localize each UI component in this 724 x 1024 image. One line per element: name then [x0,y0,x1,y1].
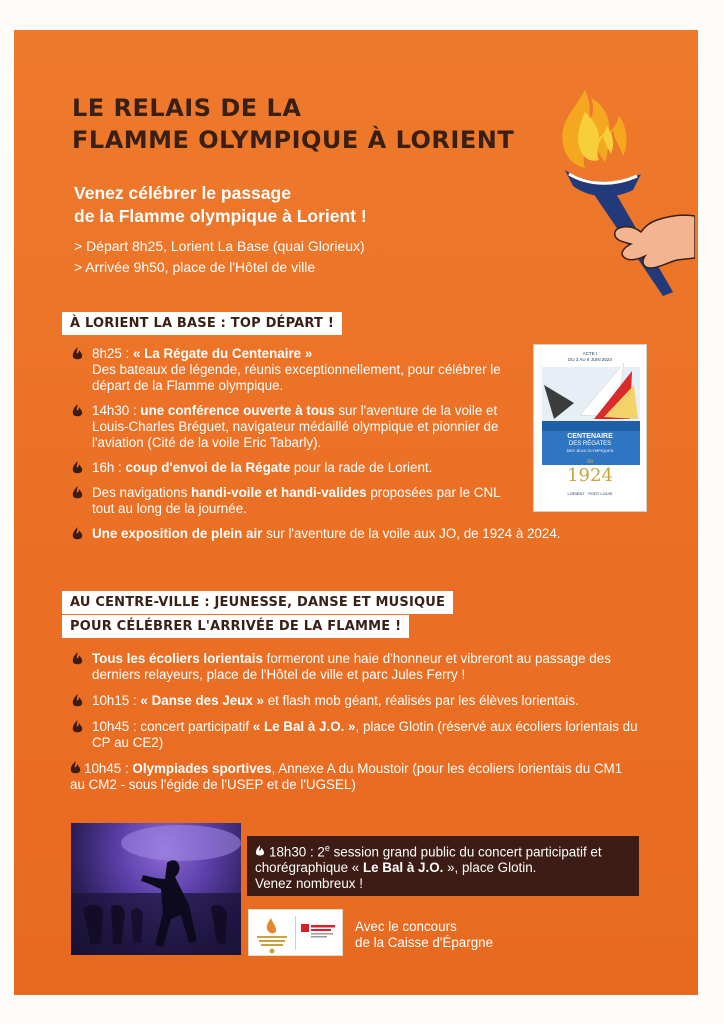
item-highlight: handi-voile et handi-valides [191,485,367,500]
poster-de: de [586,459,594,465]
route-info [74,236,365,278]
lead-text [74,182,534,228]
item-text: , place Glotin (réservé aux écoliers lorientais du CP au CE2) [92,719,638,750]
section-label-centre-ville-2: POUR CÉLÉBRER L'ARRIVÉE DE LA FLAMME ! [62,615,409,638]
item-text: , Annexe A du Moustoir (pour les écoliers lorientais du CM1 au CM2 - sous l'égide de l'USEP et de l'UGSEL) [70,761,623,792]
flame-icon [70,761,81,775]
title-line-1: LE RELAIS DE LA [72,94,302,122]
flame-icon [72,694,83,708]
dance-concert-photo [71,823,241,955]
sponsor-line-1: Avec le concours [355,919,457,934]
departure-info: > Départ 8h25, Lorient La Base (quai Glorieux) [74,238,365,254]
logo-divider [295,916,296,950]
item-time: 10h15 : [92,693,141,708]
list-item [70,719,640,751]
evening-highlight: Le Bal à J.O. [362,860,444,876]
paris-2024-logo [249,910,295,957]
flame-icon [72,404,83,418]
poster-footer: LORIENT · PORT-LOUIS [567,491,613,496]
flame-icon [72,527,83,541]
item-text: pour la rade de Lorient. [290,460,433,475]
list-item [70,526,650,542]
item-highlight: Olympiades sportives [132,761,272,776]
flame-icon [72,347,83,361]
item-highlight: une conférence ouverte à tous [140,403,335,418]
poster-sailboat-illustration [534,345,648,513]
list-item [70,485,525,517]
item-highlight: Une exposition de plein air [92,526,263,541]
item-time: 10h45 : concert participatif [92,719,253,734]
item-text: Des bateaux de légende, réunis exceptionnellement, pour célébrer le départ de la Flamme olympique. [92,362,501,393]
dancers-silhouette [71,823,241,955]
item-text: et flash mob géant, réalisés par les élèves lorientais. [263,693,579,708]
caisse-epargne-logo [297,910,343,957]
section-label-centre-ville-1: AU CENTRE-VILLE : JEUNESSE, DANSE ET MUSIQUE [62,591,453,614]
title-line-2: FLAMME OLYMPIQUE À LORIENT [72,126,515,154]
partner-logos [248,909,343,956]
list-item [70,460,525,476]
morning-program-list [70,346,561,551]
arrival-info: > Arrivée 9h50, place de l'Hôtel de ville [74,259,316,275]
item-highlight: « Danse des Jeux » [140,693,264,708]
list-item [70,403,525,451]
evening-text-2: », place Glotin. [443,860,537,876]
centre-ville-program-list [70,651,640,803]
poster-act: ACTE I [582,351,598,356]
item-time: Des navigations [92,485,191,500]
flame-icon [72,486,83,500]
sponsor-line-2: de la Caisse d'Épargne [355,935,494,950]
item-time: 8h25 : [92,346,133,361]
list-item [70,651,640,683]
item-time: 10h45 : [84,761,133,776]
lead-line-1: Venez célébrer le passage [74,183,291,203]
evening-text-1: session grand public du concert participatif et chorégraphique « [255,844,602,876]
flame-icon [72,461,83,475]
flame-icon [72,720,83,734]
poster-dates: DU 3 AU 6 JUIN 2024 [568,357,612,362]
flame-icon [72,652,83,666]
item-highlight: « La Régate du Centenaire » [132,346,313,361]
page-title [72,92,542,156]
item-time: 16h : [92,460,126,475]
item-highlight: « Le Bal à J.O. » [252,719,356,734]
flame-icon [255,845,265,857]
lead-line-2: de la Flamme olympique à Lorient ! [74,206,367,226]
item-highlight: Tous les écoliers lorientais [92,651,263,666]
section-label-lorient-la-base: À LORIENT LA BASE : TOP DÉPART ! [62,312,342,335]
torch-illustration [545,82,695,297]
item-text: sur l'aventure de la voile et Louis-Charles Bréguet, navigateur médaillé olympique et pionnier de l'aviation (Cité de la voile Eric Tabarly). [92,403,499,450]
item-time: 14h30 : [92,403,141,418]
poster-title-2: DES RÉGATES [568,441,612,447]
poster-title-1: CENTENAIRE [567,433,613,440]
evening-session-box [247,836,639,896]
list-item [70,761,640,793]
list-item [70,693,640,709]
list-item [70,346,525,394]
evening-call: Venez nombreux ! [255,876,363,892]
item-text: proposées par le CNL tout au long de la journée. [92,485,501,516]
poster-title-3: DES JEUX OLYMPIQUES [566,448,614,453]
item-highlight: coup d'envoi de la Régate [125,460,291,475]
regatta-poster [533,344,647,512]
poster-year: 1924 [567,465,613,486]
item-text: formeront une haie d'honneur et vibreront au passage des derniers relayeurs, place de l'Hôtel de ville et parc Jules Ferry ! [92,651,611,682]
sponsor-text [355,919,493,951]
item-text: sur l'aventure de la voile aux JO, de 1924 à 2024. [262,526,561,541]
evening-sup: e [324,843,330,853]
evening-time: 18h30 : 2 [269,844,325,860]
